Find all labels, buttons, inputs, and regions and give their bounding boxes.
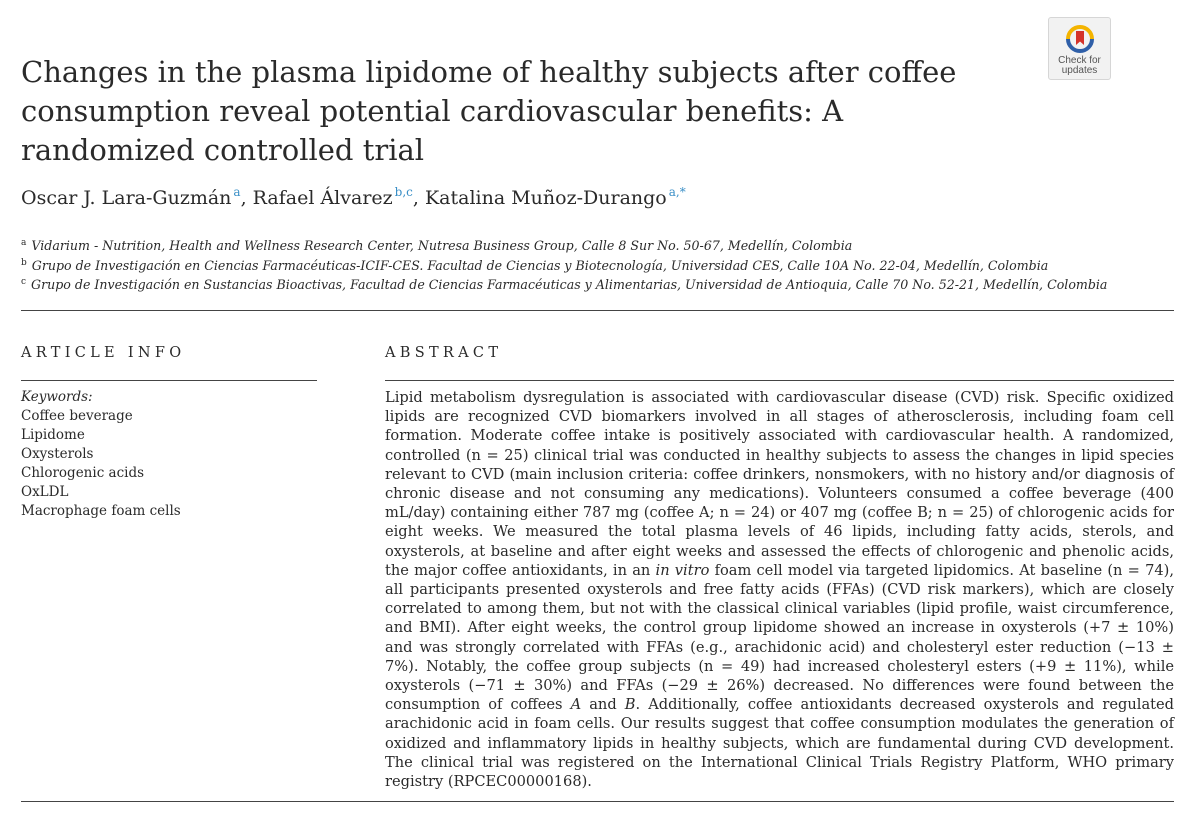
affiliation-text: Grupo de Investigación en Ciencias Farmacéuticas-ICIF-CES. Facultad de Ciencias y Biotecnología, Universidad CES, Calle 10A No. 22-04, Medellín, Colombia xyxy=(31,257,1049,273)
affiliation-marker: c xyxy=(21,277,27,287)
affiliation-marker: b xyxy=(21,257,27,268)
abstract-text xyxy=(385,388,1174,791)
author-affiliation-link[interactable]: a xyxy=(233,185,241,199)
article-info-divider xyxy=(21,380,317,381)
keyword-item: Chlorogenic acids xyxy=(21,465,145,481)
keyword-item: Macrophage foam cells xyxy=(21,503,181,519)
abstract-heading: ABSTRACT xyxy=(385,345,503,361)
affiliation-item xyxy=(21,236,1181,256)
check-for-updates-icon xyxy=(1065,24,1095,54)
abstract-italic: in vitro xyxy=(655,561,710,579)
abstract-segment: foam cell model via targeted lipidomics. At baseline (n = 74), all participants presented oxysterols and free fatty acids (FFAs) (CVD risk markers), which are closely correlated to among them, but not with the classical clinical variables (lipid profile, waist circumference, and BMI). After eight weeks, the control group lipidome showed an increase in oxysterols (+7 ± 10%) and was strongly correlated with FFAs (e.g., arachidonic acid) and cholesteryl ester reduction (−13 ± 7%). Notably, the coffee group subjects (n = 49) had increased cholesteryl esters (+9 ± 11%), while oxysterols (−71 ± 30%) and FFAs (−29 ± 26%) decreased. No differences were found between the consumption of coffees xyxy=(385,561,1175,714)
abstract-segment: Lipid metabolism dysregulation is associated with cardiovascular disease (CVD) risk. Specific oxidized lipids are recognized CVD biomarkers involved in all stages of atherosclerosis, including foam cell formation. Moderate coffee intake is positively associated with cardiovascular health. A randomized, controlled (n = 25) clinical trial was conducted in healthy subjects to assess the changes in lipid species relevant to CVD (main inclusion criteria: coffee drinkers, nonsmokers, with no history and/or diagnosis of chronic disease and not consuming any medications). Volunteers consumed a coffee beverage (400 mL/day) containing either 787 mg (coffee A; n = 24) or 407 mg (coffee B; n = 25) of chlorogenic acids for eight weeks. We measured the total plasma levels of 46 lipids, including fatty acids, sterols, and oxysterols, at baseline and after eight weeks and assessed the effects of chlorogenic and phenolic acids, the major coffee antioxidants, in an xyxy=(385,389,1174,579)
affiliation-text: Vidarium - Nutrition, Health and Wellness Research Center, Nutresa Business Group, Calle 8 Sur No. 50-67, Medellín, Colombia xyxy=(31,238,853,253)
affiliation-item xyxy=(21,256,1181,276)
badge-label-line2: updates xyxy=(1061,65,1098,76)
author-name: Oscar J. Lara-Guzmán xyxy=(21,187,232,209)
keyword-item: Lipidome xyxy=(21,427,85,443)
author-name: Rafael Álvarez xyxy=(252,187,393,209)
keywords-section xyxy=(21,388,181,521)
abstract-italic: A xyxy=(570,696,582,714)
author-affiliation-link[interactable]: a,* xyxy=(668,185,686,199)
affiliation-marker: a xyxy=(21,238,27,248)
keyword-item: Oxysterols xyxy=(21,446,94,462)
article-title: Changes in the plasma lipidome of healthy subjects after coffee consumption reveal potential cardiovascular benefits: A randomized controlled trial xyxy=(21,55,957,167)
affiliation-text: Grupo de Investigación en Sustancias Bioactivas, Facultad de Ciencias Farmacéuticas y Alimentarias, Universidad de Antioquia, Calle 70 No. 52-21, Medellín, Colombia xyxy=(31,277,1108,292)
author-separator: , xyxy=(412,187,425,209)
footer-divider xyxy=(21,801,1174,802)
abstract-segment: and xyxy=(581,696,625,714)
check-for-updates-badge[interactable] xyxy=(1048,17,1111,80)
abstract-italic: B xyxy=(624,696,636,714)
author-name: Katalina Muñoz-Durango xyxy=(424,187,667,209)
author-affiliation-link[interactable]: b,c xyxy=(394,185,413,199)
abstract-divider xyxy=(385,380,1174,381)
keywords-label: Keywords: xyxy=(21,389,93,405)
affiliation-item xyxy=(21,275,1181,295)
keyword-item: Coffee beverage xyxy=(21,408,133,424)
header-divider xyxy=(21,310,1174,311)
badge-label-line1: Check for xyxy=(1058,55,1101,66)
keyword-item: OxLDL xyxy=(21,484,69,500)
article-info-heading: ARTICLE INFO xyxy=(21,345,186,361)
author-separator: , xyxy=(240,187,253,209)
abstract-segment: . Additionally, coffee antioxidants decreased oxysterols and regulated arachidonic acid in foam cells. Our results suggest that coffee consumption modulates the generation of oxidized and inflammatory lipids in healthy subjects, which are fundamental during CVD development. The clinical trial was registered on the International Clinical Trials Registry Platform, WHO primary registry (RPCEC00000168). xyxy=(385,696,1174,791)
author-list xyxy=(21,187,686,209)
affiliation-list xyxy=(21,236,1181,295)
